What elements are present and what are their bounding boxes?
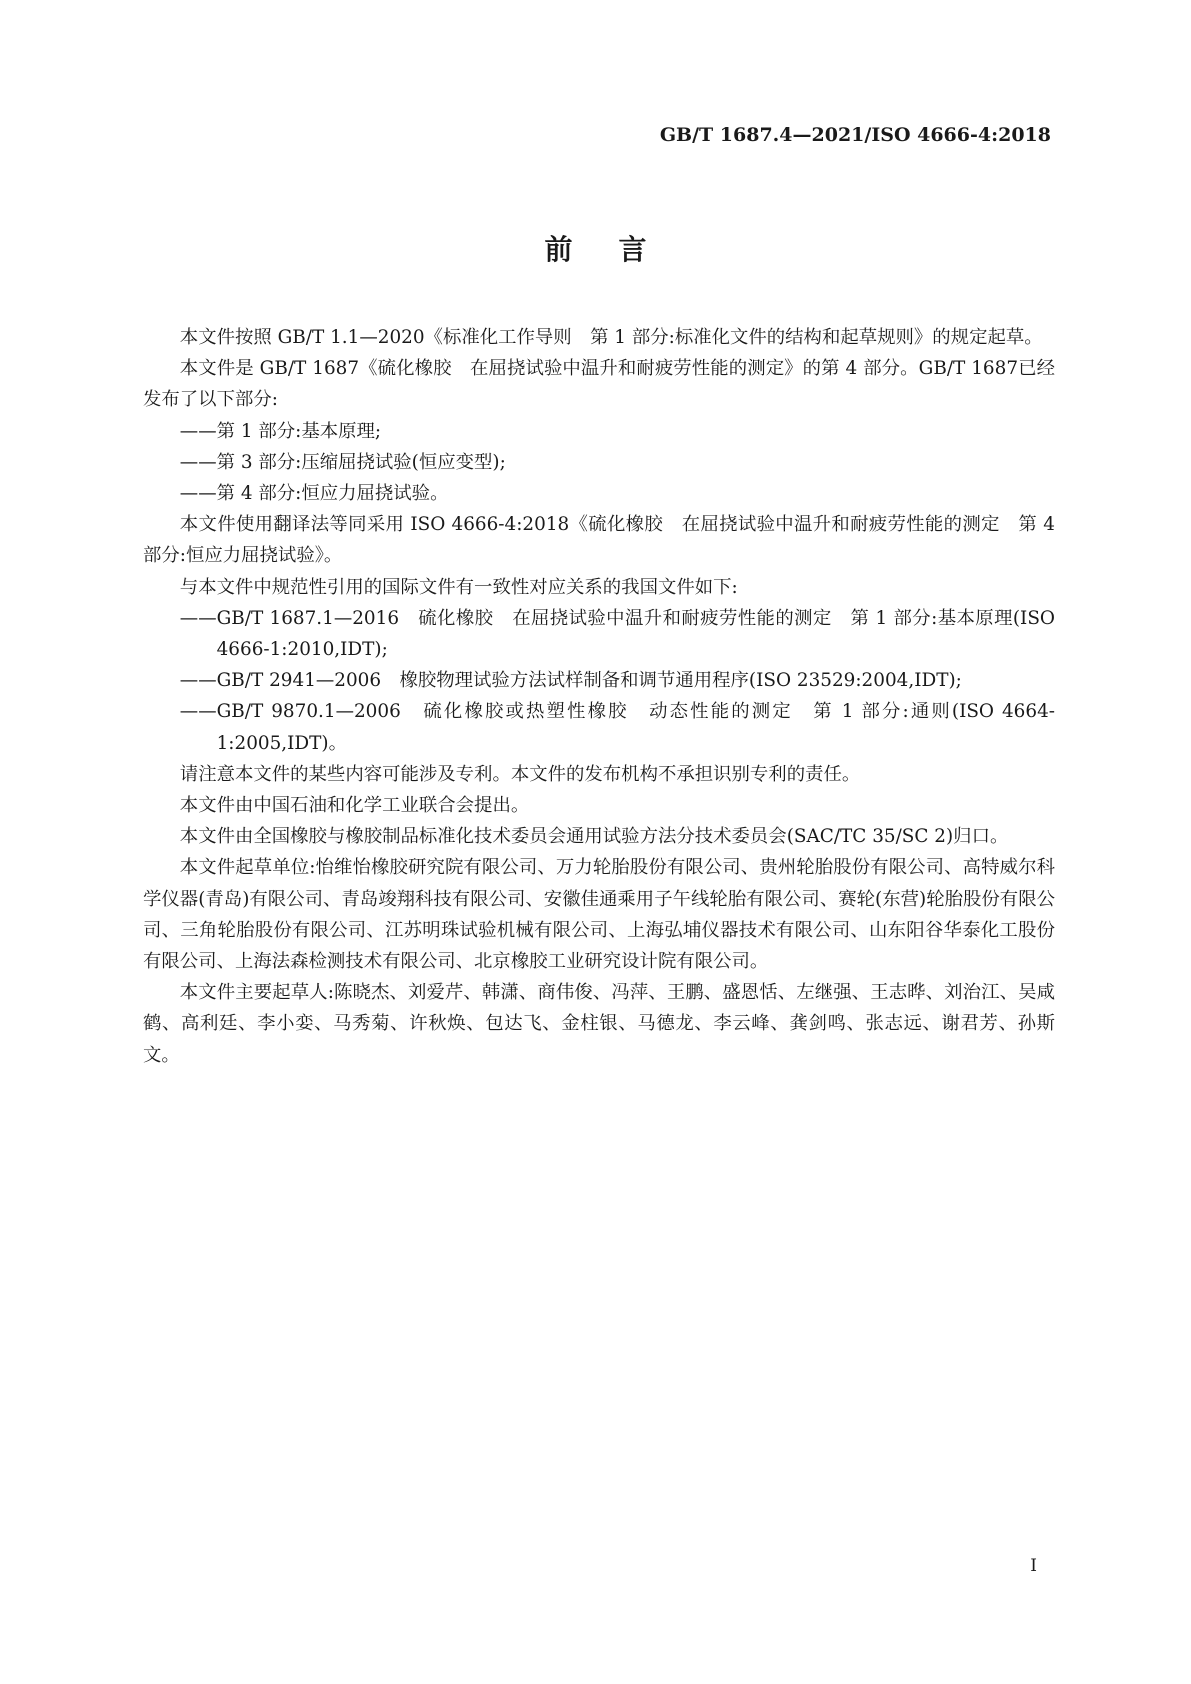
- paragraph-proposed-by: 本文件由中国石油和化学工业联合会提出。: [179, 795, 530, 817]
- list-item-reference-3: ——GB/T 9870.1—2006 硫化橡胶或热塑性橡胶 动态性能的测定 第 1 部分:通则(ISO 4664-1:2005,IDT)。: [179, 701, 1055, 754]
- paragraph-technical-committee: 本文件由全国橡胶与橡胶制品标准化技术委员会通用试验方法分技术委员会(SAC/TC 35/SC 2)归口。: [179, 826, 1009, 848]
- paragraph-iso-adoption: 本文件使用翻译法等同采用 ISO 4666-4:2018《硫化橡胶 在屈挠试验中温升和耐疲劳性能的测定 第 4 部分:恒应力屈挠试验》。: [143, 514, 1055, 567]
- page-title: 前言: [544, 233, 693, 266]
- paragraph-drafting-organizations: 本文件起草单位:怡维怡橡胶研究院有限公司、万力轮胎股份有限公司、贵州轮胎股份有限公司、高特威尔科学仪器(青岛)有限公司、青岛竣翔科技有限公司、安徽佳通乘用子午线轮胎有限公司、赛轮(东营)轮胎股份有限公司、三角轮胎股份有限公司、江苏明珠试验机械有限公司、上海弘埔仪器技术有限公司、山东阳谷华泰化工股份有限公司、上海法森检测技术有限公司、北京橡胶工业研究设计院有限公司。: [143, 857, 1055, 973]
- page-number: I: [1030, 1556, 1037, 1576]
- paragraph-normative-references: 与本文件中规范性引用的国际文件有一致性对应关系的我国文件如下:: [179, 576, 738, 598]
- paragraph-drafters: 本文件主要起草人:陈晓杰、刘爱芹、韩潇、商伟俊、冯萍、王鹏、盛恩恬、左继强、王志晔、刘治江、吴咸鹤、高利廷、李小娈、马秀菊、许秋焕、包达飞、金柱银、马德龙、李云峰、龚剑鸣、张志远、谢君芳、孙斯文。: [143, 982, 1055, 1066]
- paragraph-drafting-rules: 本文件按照 GB/T 1.1—2020《标准化工作导则 第 1 部分:标准化文件的结构和起草规则》的规定起草。: [179, 327, 1043, 348]
- foreword-body: [143, 322, 1055, 1071]
- list-item-reference-2: ——GB/T 2941—2006 橡胶物理试验方法试样制备和调节通用程序(ISO 23529:2004,IDT);: [179, 670, 962, 692]
- paragraph-patent-notice: 请注意本文件的某些内容可能涉及专利。本文件的发布机构不承担识别专利的责任。: [179, 763, 861, 785]
- list-item-part-3: ——第 3 部分:压缩屈挠试验(恒应变型);: [179, 451, 506, 473]
- standard-number-header: GB/T 1687.4—2021/ISO 4666-4:2018: [659, 124, 1051, 146]
- paragraph-part-description: 本文件是 GB/T 1687《硫化橡胶 在屈挠试验中温升和耐疲劳性能的测定》的第 4 部分。GB/T 1687已经发布了以下部分:: [143, 358, 1055, 411]
- list-item-part-1: ——第 1 部分:基本原理;: [179, 420, 382, 442]
- list-item-part-4: ——第 4 部分:恒应力屈挠试验。: [179, 483, 449, 505]
- list-item-reference-1: ——GB/T 1687.1—2016 硫化橡胶 在屈挠试验中温升和耐疲劳性能的测定 第 1 部分:基本原理(ISO 4666-1:2010,IDT);: [179, 607, 1055, 661]
